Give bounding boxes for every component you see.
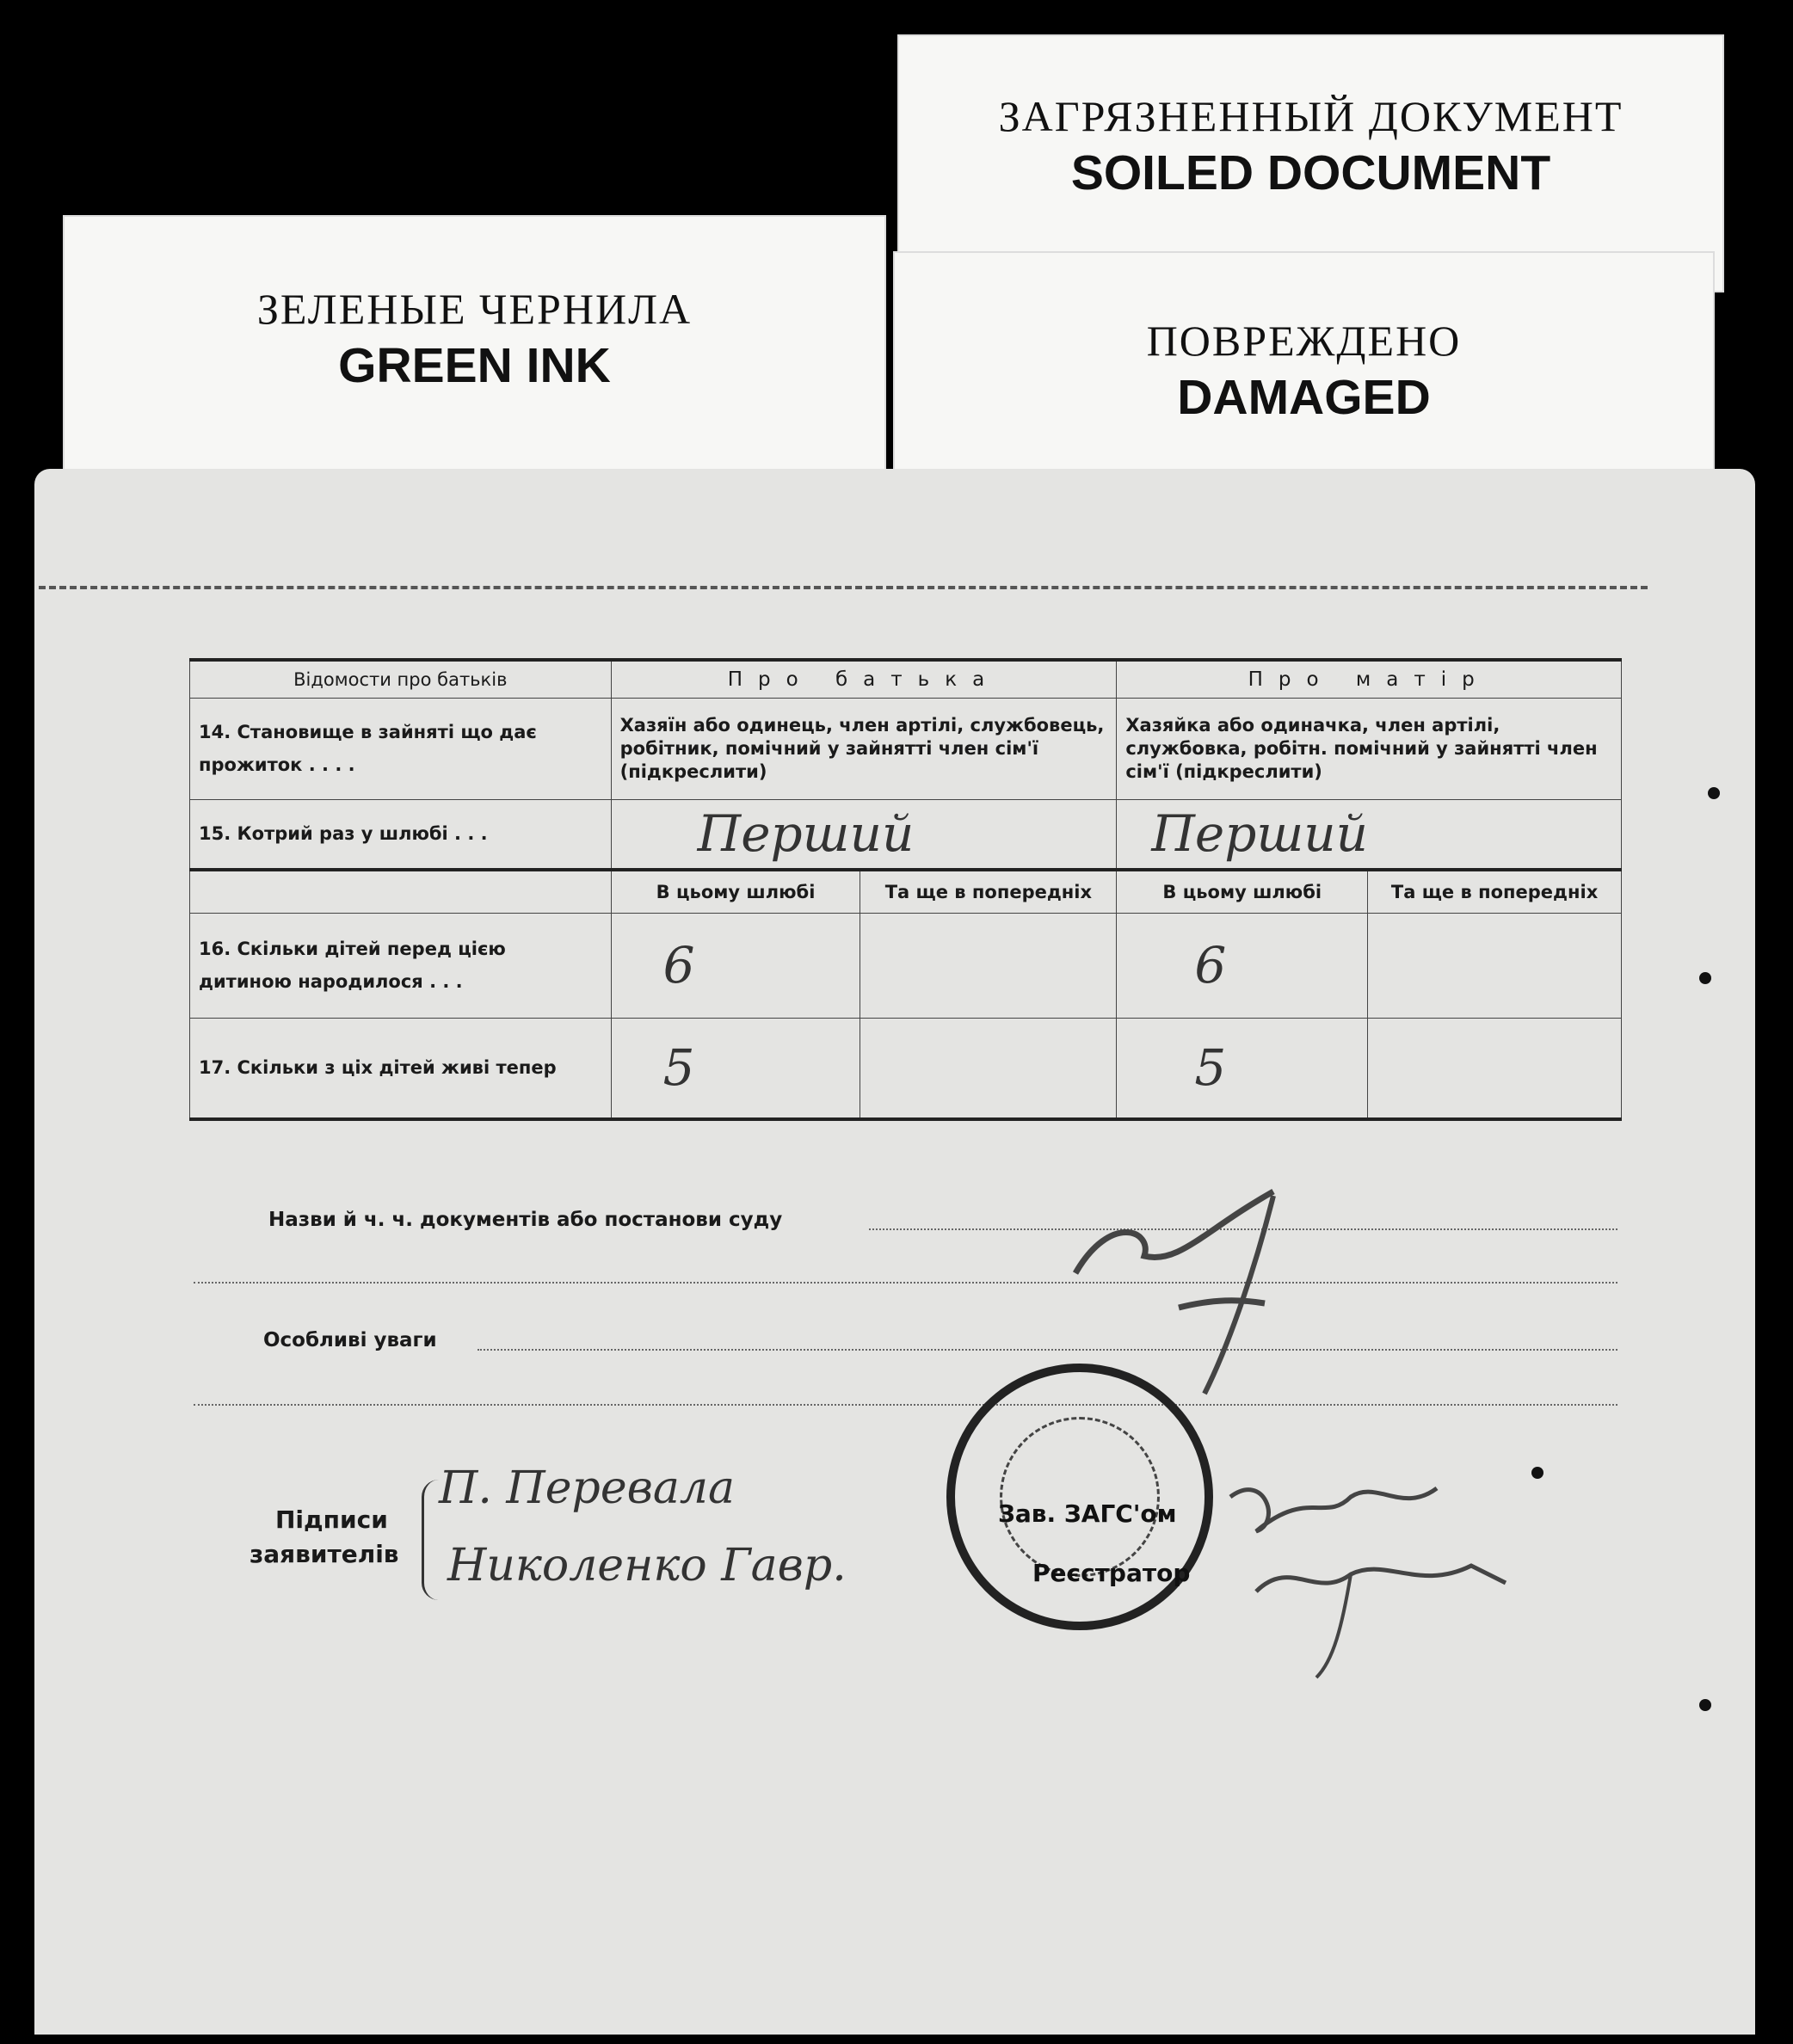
official-signatures: [1213, 1462, 1540, 1686]
applicant-signature-1: П. Перевала: [439, 1462, 735, 1514]
q15-label: 15. Котрий раз у шлюбі . . .: [190, 799, 612, 870]
q16-father-this: 6: [611, 913, 860, 1018]
damaged-label-card: [893, 251, 1715, 477]
table-row-q17: [190, 1018, 1622, 1119]
table-row-q16: [190, 913, 1622, 1018]
registrar-label: Реєстратор: [1032, 1559, 1191, 1587]
q17-father-this: 5: [611, 1018, 860, 1119]
green-ink-label-en: GREEN INK: [338, 338, 611, 393]
q17-mother-this: 5: [1117, 1018, 1368, 1119]
q16-label: 16. Скільки дітей перед цією дитиною народилося . . .: [190, 913, 612, 1018]
q14-mother-options: Хазяйка або одиначка, член артілі, службовка, робітн. помічний у зайнятті член сім'ї (підкреслити): [1117, 698, 1622, 799]
q14-father-options: Хазяїн або одинець, член артілі, службовець, робітник, помічний у зайнятті член сім'ї (підкреслити): [611, 698, 1117, 799]
table-row-q15: [190, 799, 1622, 870]
green-ink-label-card: [63, 215, 886, 477]
punch-hole: [1708, 787, 1720, 799]
parents-info-form: [189, 658, 1622, 1121]
q15-mother-value: Перший: [1117, 799, 1622, 870]
q17-label: 17. Скільки з ціх дітей живі тепер: [190, 1018, 612, 1119]
header-parents-info: Відомости про батьків: [190, 660, 612, 698]
parents-info-table: [189, 658, 1622, 1121]
q16-mother-previous: [1368, 913, 1622, 1018]
documents-line-2: [194, 1282, 1617, 1284]
damaged-label-en: DAMAGED: [1177, 370, 1431, 425]
subheader-mother-this: В цьому шлюбі: [1117, 870, 1368, 913]
table-header-row: [190, 660, 1622, 698]
damaged-label-ru: ПОВРЕЖДЕНО: [1146, 317, 1462, 365]
q16-mother-this: 6: [1117, 913, 1368, 1018]
table-subheader-row: [190, 870, 1622, 913]
q15-father-value: Перший: [611, 799, 1117, 870]
perforation-line: [39, 586, 1648, 589]
remarks-line-2: [194, 1404, 1617, 1406]
signatures-label-2: заявителів: [250, 1540, 399, 1568]
q16-father-previous: [860, 913, 1117, 1018]
soiled-document-label-ru: ЗАГРЯЗНЕННЫЙ ДОКУМЕНТ: [998, 92, 1624, 140]
q14-label: 14. Становище в зайняті що дає прожиток . . . .: [190, 698, 612, 799]
remarks-label: Особливі уваги: [263, 1329, 437, 1351]
q17-mother-previous: [1368, 1018, 1622, 1119]
punch-hole: [1699, 1699, 1711, 1711]
table-row-q14: [190, 698, 1622, 799]
soiled-document-label-en: SOILED DOCUMENT: [1070, 145, 1551, 200]
header-mother: Про матір: [1117, 660, 1622, 698]
green-ink-label-ru: ЗЕЛЕНЫЕ ЧЕРНИЛА: [256, 285, 693, 333]
subheader-father-previous: Та ще в попередніх: [860, 870, 1117, 913]
remarks-line: [478, 1349, 1617, 1351]
header-father: Про батька: [611, 660, 1117, 698]
signatures-label-1: Підписи: [275, 1505, 388, 1534]
q17-father-previous: [860, 1018, 1117, 1119]
punch-hole: [1531, 1467, 1543, 1479]
subheader-father-this: В цьому шлюбі: [611, 870, 860, 913]
punch-hole: [1699, 972, 1711, 984]
subheader-mother-previous: Та ще в попередніх: [1368, 870, 1622, 913]
official-seal: [946, 1364, 1213, 1630]
applicant-signature-2: Николенко Гавр.: [447, 1540, 847, 1591]
subheader-empty: [190, 870, 612, 913]
head-label: Зав. ЗАГС'ом: [998, 1499, 1177, 1528]
documents-label: Назви й ч. ч. документів або постанови суду: [268, 1209, 783, 1231]
